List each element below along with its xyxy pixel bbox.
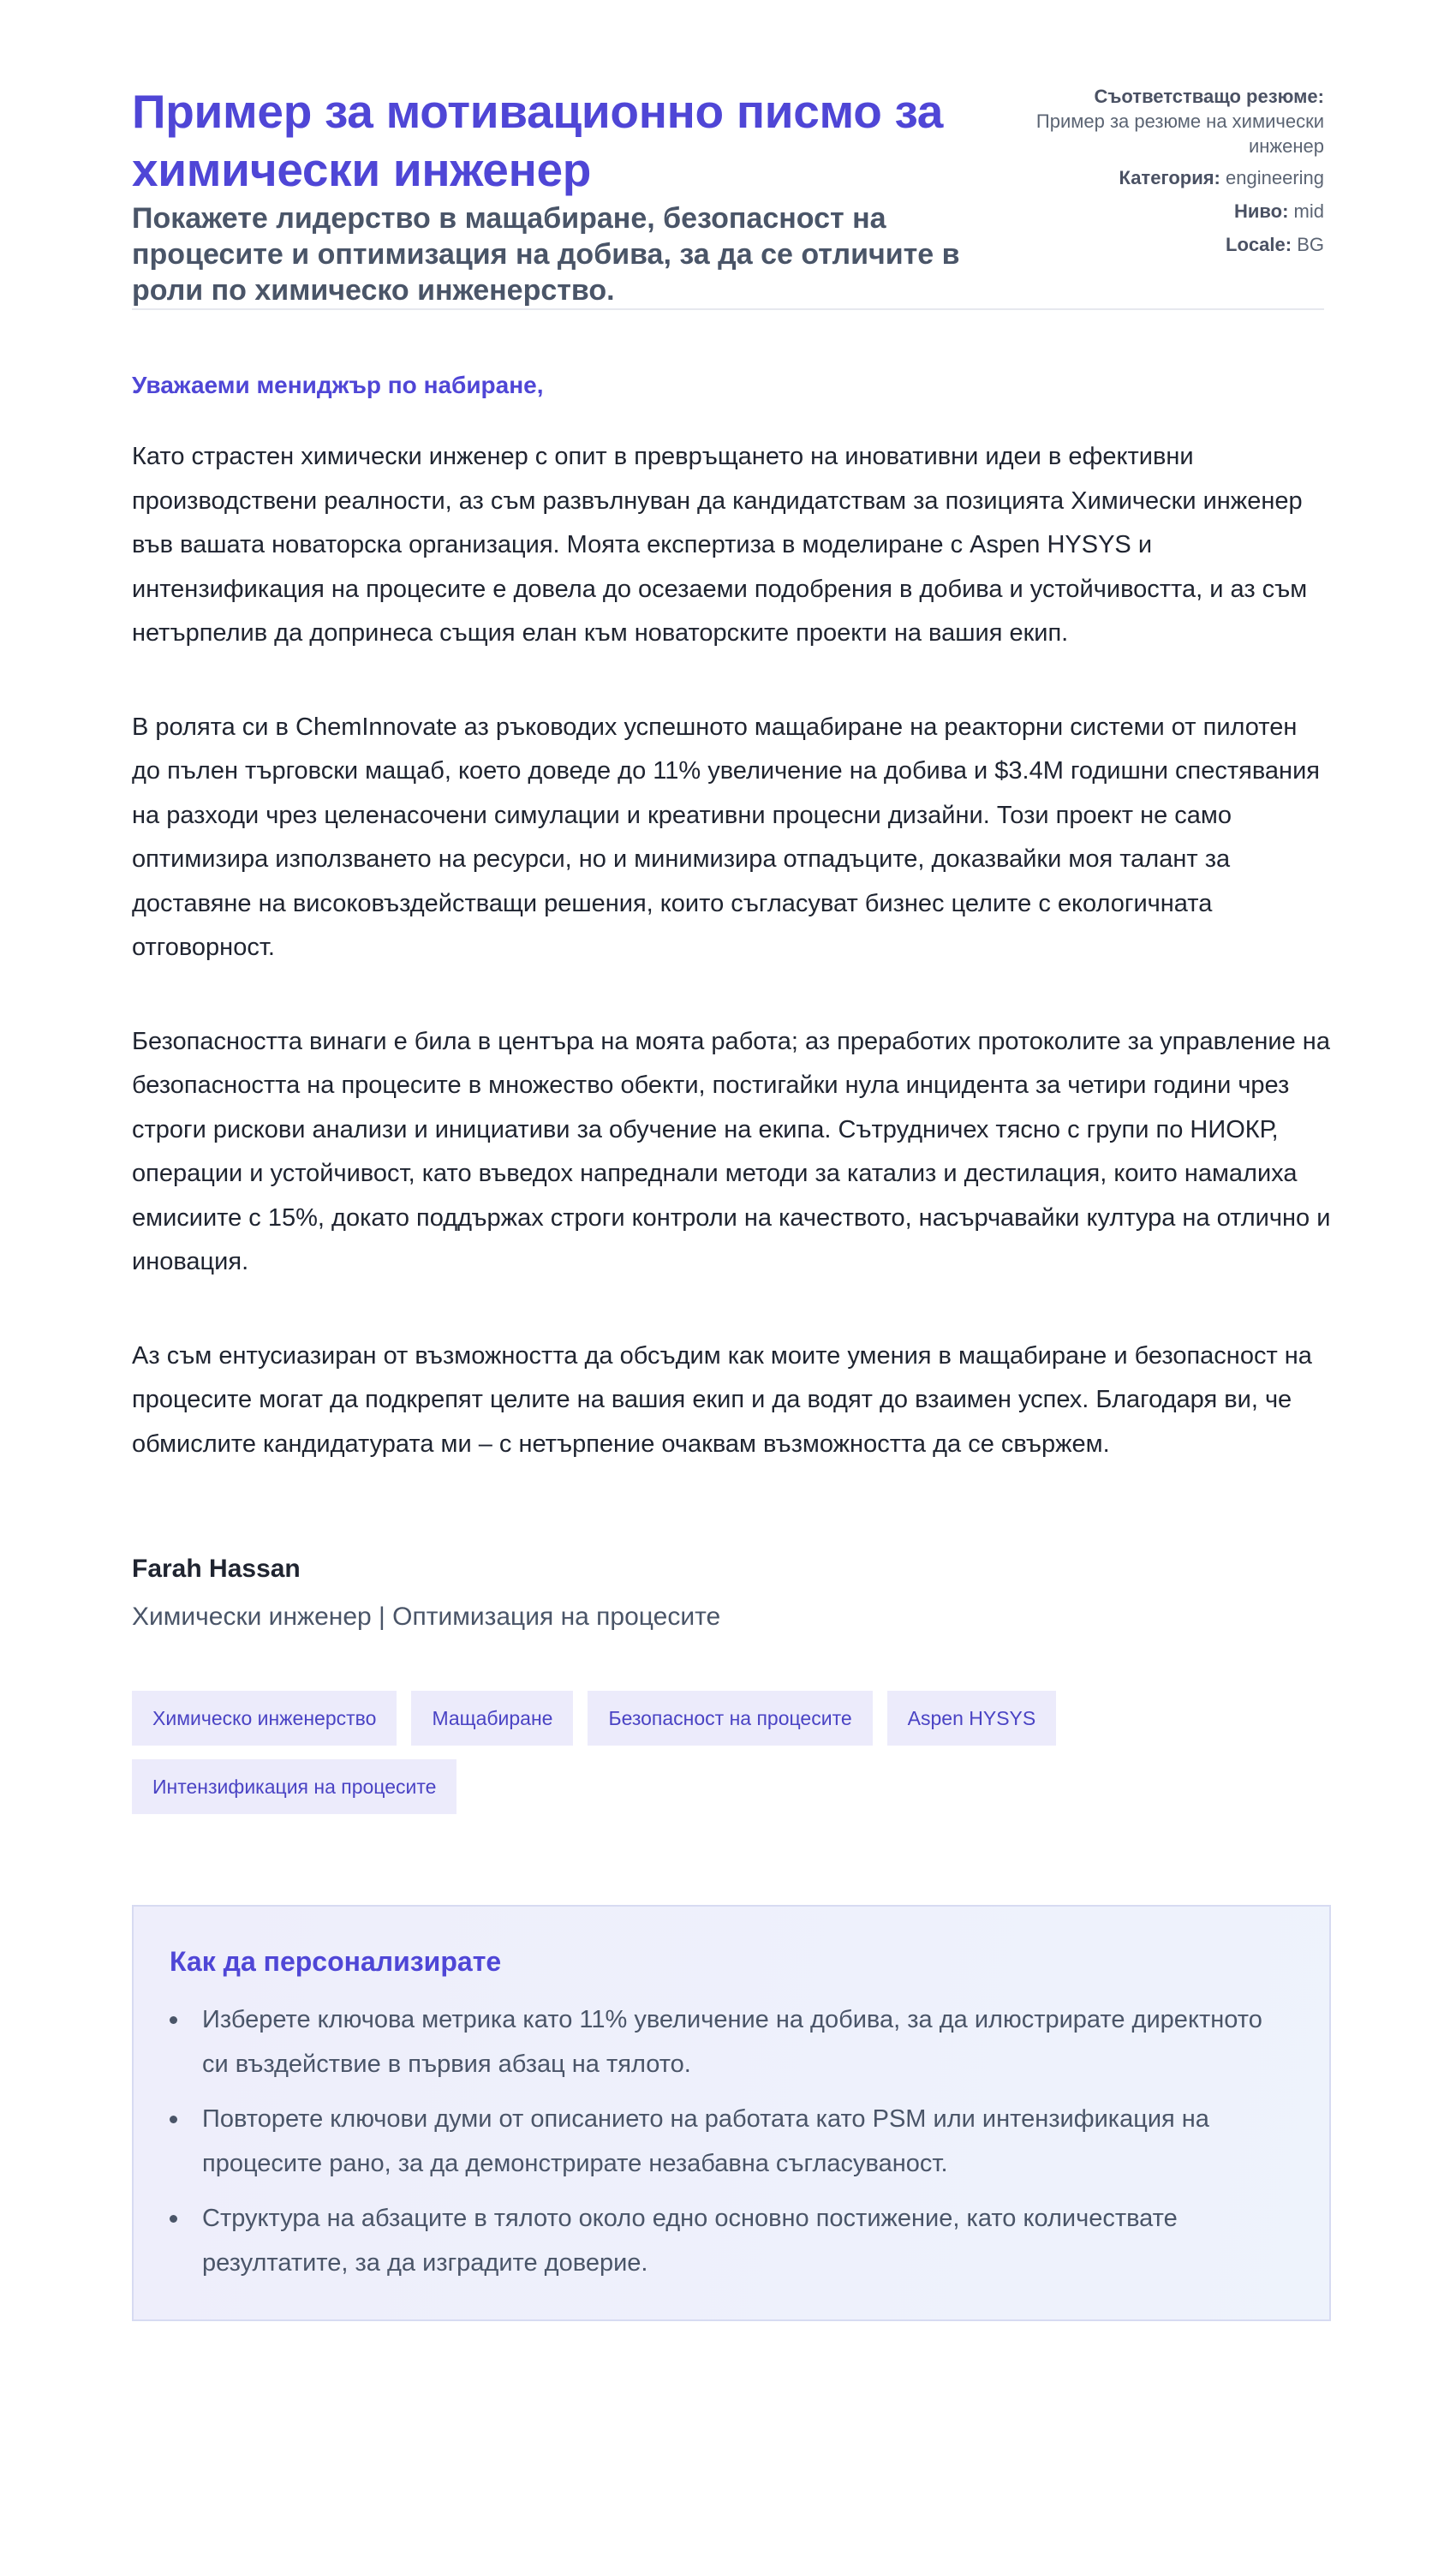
skill-tags bbox=[132, 1691, 1331, 1814]
customization-tips-box bbox=[132, 1905, 1331, 2321]
tips-list bbox=[170, 1997, 1293, 2285]
page-subtitle: Покажете лидерство в мащабиране, безопасност на процесите и оптимизация на добива, за да се отличите в роли по химическо инженерство. bbox=[132, 202, 960, 307]
letter-salutation: Уважаеми мениджър по набиране, bbox=[132, 372, 544, 398]
page-title: Пример за мотивационно писмо за химически инженер bbox=[132, 85, 944, 196]
letter-paragraph-2: В ролята си в ChemInnovate аз ръководих успешното мащабиране на реакторни системи от пилотен до пълен търговски мащаб, което доведе до 11% увеличение на добива и $3.4M годишни спестявания на разходи чрез целенасочени симулации и креативни процесни дизайни. Този проект не само оптимизира използването на ресурси, но и минимизира отпадъците, доказвайки моя талант за доставяне на високовъздействащи решения, които съгласуват бизнес целите с екологичната отговорност. bbox=[132, 713, 1320, 961]
meta-category-value: engineering bbox=[1226, 167, 1324, 188]
tag-scale-up[interactable]: Мащабиране bbox=[411, 1691, 573, 1746]
tag-aspen-hysys[interactable]: Aspen HYSYS bbox=[887, 1691, 1057, 1746]
meta-matching-resume-label: Съответстващо резюме: bbox=[1094, 86, 1324, 107]
signature-name: Farah Hassan bbox=[132, 1555, 301, 1583]
meta-level bbox=[1033, 199, 1324, 224]
meta-locale-label: Locale: bbox=[1226, 234, 1292, 255]
meta-level-label: Ниво: bbox=[1234, 200, 1289, 222]
bullet-icon bbox=[170, 2116, 177, 2123]
tips-title: Как да персонализирате bbox=[170, 1946, 502, 1977]
letter-body bbox=[132, 370, 1331, 1634]
tag-process-safety[interactable]: Безопасност на процесите bbox=[588, 1691, 872, 1746]
letter-paragraph-3: Безопасността винаги е била в центъра на моята работа; аз преработих протоколите за управление на безопасността на процесите в множество обекти, постигайки нула инцидента за четири години чрез строги рискови анализи и инициативи за обучение на екипа. Сътрудничех тясно с групи по НИОКР, операции и устойчивост, като въведох напреднали методи за катализ и дестилация, които намалиха емисиите с 15%, докато поддържах строги контроли на качеството, насърчавайки култура на отлично и иновация. bbox=[132, 1027, 1331, 1275]
bullet-icon bbox=[170, 2016, 177, 2024]
meta-category bbox=[1033, 165, 1324, 190]
tip-text: Повторете ключови думи от описанието на работата като PSM или интензификация на процесите рано, за да демонстрирате незабавна съгласуваност. bbox=[202, 2105, 1209, 2177]
signature-block bbox=[132, 1552, 1324, 1634]
bullet-icon bbox=[170, 2215, 177, 2223]
tag-chemical-engineering[interactable]: Химическо инженерство bbox=[132, 1691, 397, 1746]
tip-text: Изберете ключова метрика като 11% увеличение на добива, за да илюстрирате директното си въздействие в първия абзац на тялото. bbox=[202, 2006, 1262, 2078]
tip-text: Структура на абзаците в тялото около едно основно постижение, като количествате резултатите, за да изградите доверие. bbox=[202, 2205, 1178, 2277]
tip-item bbox=[170, 2196, 1293, 2285]
meta-locale bbox=[1033, 232, 1324, 257]
page-header bbox=[132, 77, 1324, 308]
meta-level-value: mid bbox=[1293, 200, 1324, 222]
meta-locale-value: BG bbox=[1297, 234, 1324, 255]
meta-matching-resume-link[interactable]: Пример за резюме на химически инженер bbox=[1035, 110, 1324, 157]
meta-category-label: Категория: bbox=[1119, 167, 1220, 188]
tip-item bbox=[170, 2097, 1293, 2186]
signature-role: Химически инженер | Оптимизация на процесите bbox=[132, 1603, 721, 1631]
header-titles bbox=[132, 77, 1031, 308]
header-divider bbox=[132, 308, 1324, 310]
letter-paragraph-4: Аз съм ентусиазиран от възможността да обсъдим как моите умения в мащабиране и безопасност на процесите могат да подкрепят целите на вашия екип и да водят до взаимен успех. Благодаря ви, че обмислите кандидатурата ми – с нетърпение очаквам възможността да се свържем. bbox=[132, 1341, 1312, 1458]
letter-paragraph-1: Като страстен химически инженер с опит в превръщането на иновативни идеи в ефективни производствени реалности, аз съм развълнуван да кандидатствам за позицията Химически инженер във вашата новаторска организация. Моята експертиза в моделиране с Aspen HYSYS и интензификация на процесите е довела до осезаеми подобрения в добива и устойчивостта, и аз съм нетърпелив да допринеса същия елан към новаторските проекти на вашия екип. bbox=[132, 443, 1308, 647]
meta-panel bbox=[1033, 77, 1324, 266]
tag-process-intensification[interactable]: Интензификация на процесите bbox=[132, 1759, 456, 1814]
meta-matching-resume bbox=[1033, 84, 1324, 158]
tip-item bbox=[170, 1997, 1293, 2086]
